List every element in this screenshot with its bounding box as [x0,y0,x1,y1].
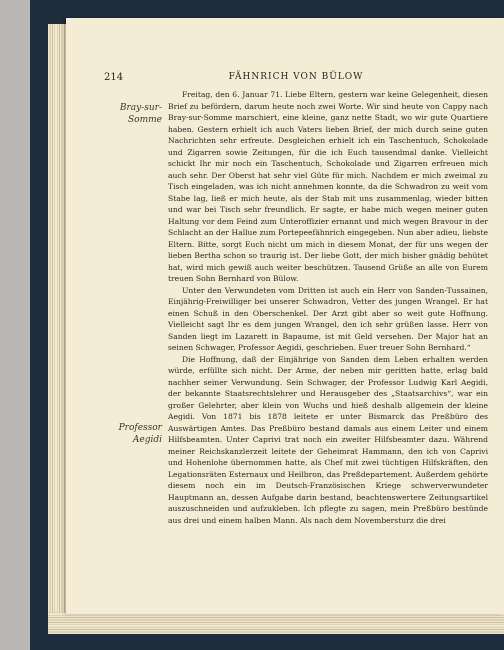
body-text [168,89,488,526]
page-number: 214 [104,72,124,83]
page-header [104,72,488,86]
paragraph-3: Die Hoffnung, daß der Einjährige von Sanden dem Leben erhalten werden würde, erfüllte sich nicht. Der Arme, der neben mir geritten hatte, erlag bald nachher seiner Verwundung. Sein Schwager, der Professor Ludwig Karl Aegidi, der bekannte Staatsrechtslehrer und Herausgeber des „Staatsarchivs“, war ein großer Gelehrter, aber klein von Wuchs und hieß deshalb allgemein der kleine Aegidi. Von 1871 bis 1878 leitete er unter Bismarck das Preßbüro des Auswärtigen Amtes. Das Preßbüro bestand damals aus einem Leiter und einem Hilfsbeamten. Unter Caprivi trat noch ein zweiter Hilfsbeamter dazu. Während meiner Reichskanzlerzeit leitete der Geheimrat Hammann, den ich von Caprivi und Hohenlohe übernommen hatte, als Chef mit zwei tüchtigen Hilfskräften, den Legationsräten Esternaux und Heilbron, das Preßdepartement. Außerdem gehörte diesem noch ein im Deutsch-Französischen Kriege schwerverwundeter Hauptmann an, dessen Aufgabe darin bestand, beachtenswertere Zeitungsartikel auszuschneiden und aufzukleben. Ich pflegte zu sagen, mein Preßbüro bestünde aus drei und einem halben Mann. Als nach dem Novembersturz die drei [168,354,488,525]
paragraph-1: Freitag, den 6. Januar 71. Liebe Eltern, gestern war keine Gelegenheit, diesen Brief zu befördern, darum heute noch zwei Worte. Wir sind heute von Cappy nach Bray-sur-Somme marschiert, eine kleine, ganz nette Stadt, wo wir gute Quartiere haben. Gestern erhielt ich auch Vaters lieben Brief, der mich durch seine guten Nachrichten sehr erfreute. Desgleichen erhielt ich ein Taschentuch, Schokolade und Zigarren sowie Zeitungen, für die ich Euch tausendmal danke. Vielleicht schickt Ihr mir noch ein Taschentuch, Schokolade und Zigarren erfreuen mich auch sehr. Der Oberst hat sehr viel Güte für mich. Nachdem er mich zweimal zu Tisch eingeladen, was ich nicht annehmen konnte, da die Schwadron zu weit vom Stabe lag, ließ er mich heute, als der Stab mit uns zusammenlag, wieder bitten und war bei Tisch sehr freundlich. Er sagte, er habe mich wegen meiner guten Haltung vor dem Feind zum Unteroffizier ernannt und mich wegen Bravour in der Schlacht an der Hallue zum Portepeefähnrich eingegeben. Nun aber adieu, liebste Eltern. Bitte, sorgt Euch nicht um mich in diesem Monat, der für uns wegen der lieben Bertha schon so traurig ist. Der liebe Gott, der mich bisher gnädig behütet hat, wird mich gewiß auch weiter beschützen. Tausend Grüße an alle von Eurem treuen Sohn Bernhard von Bülow. [168,90,488,283]
margin-note-aegidi [104,422,162,446]
margin-note-line: Professor [118,423,162,433]
paragraph-2: Unter den Verwundeten vom Dritten ist auch ein Herr von Sanden-Tussainen, Einjährig-Freiwilliger bei unserer Schwadron, Vetter des jungen Wrangel. Er hat einen Schuß in den Oberschenkel. Der Arzt gibt aber so weit gute Hoffnung. Vielleicht sagt Ihr es dem jungen Wrangel, den ich sehr grüßen lasse. Herr von Sanden liegt im Lazarett in Bapaume, ist mit Geld versehen. Der Major hat an seinen Schwager, Professor Aegidi, geschrieben. Euer treuer Sohn Bernhard.“ [168,285,488,352]
page-edges-bottom [48,612,504,634]
margin-note-bray [104,102,162,126]
margin-note-line: Aegidi [132,435,162,445]
margin-note-line: Somme [128,115,162,125]
margin-note-line: Bray-sur- [119,103,162,113]
running-head: FÄHNRICH VON BÜLOW [228,72,364,82]
